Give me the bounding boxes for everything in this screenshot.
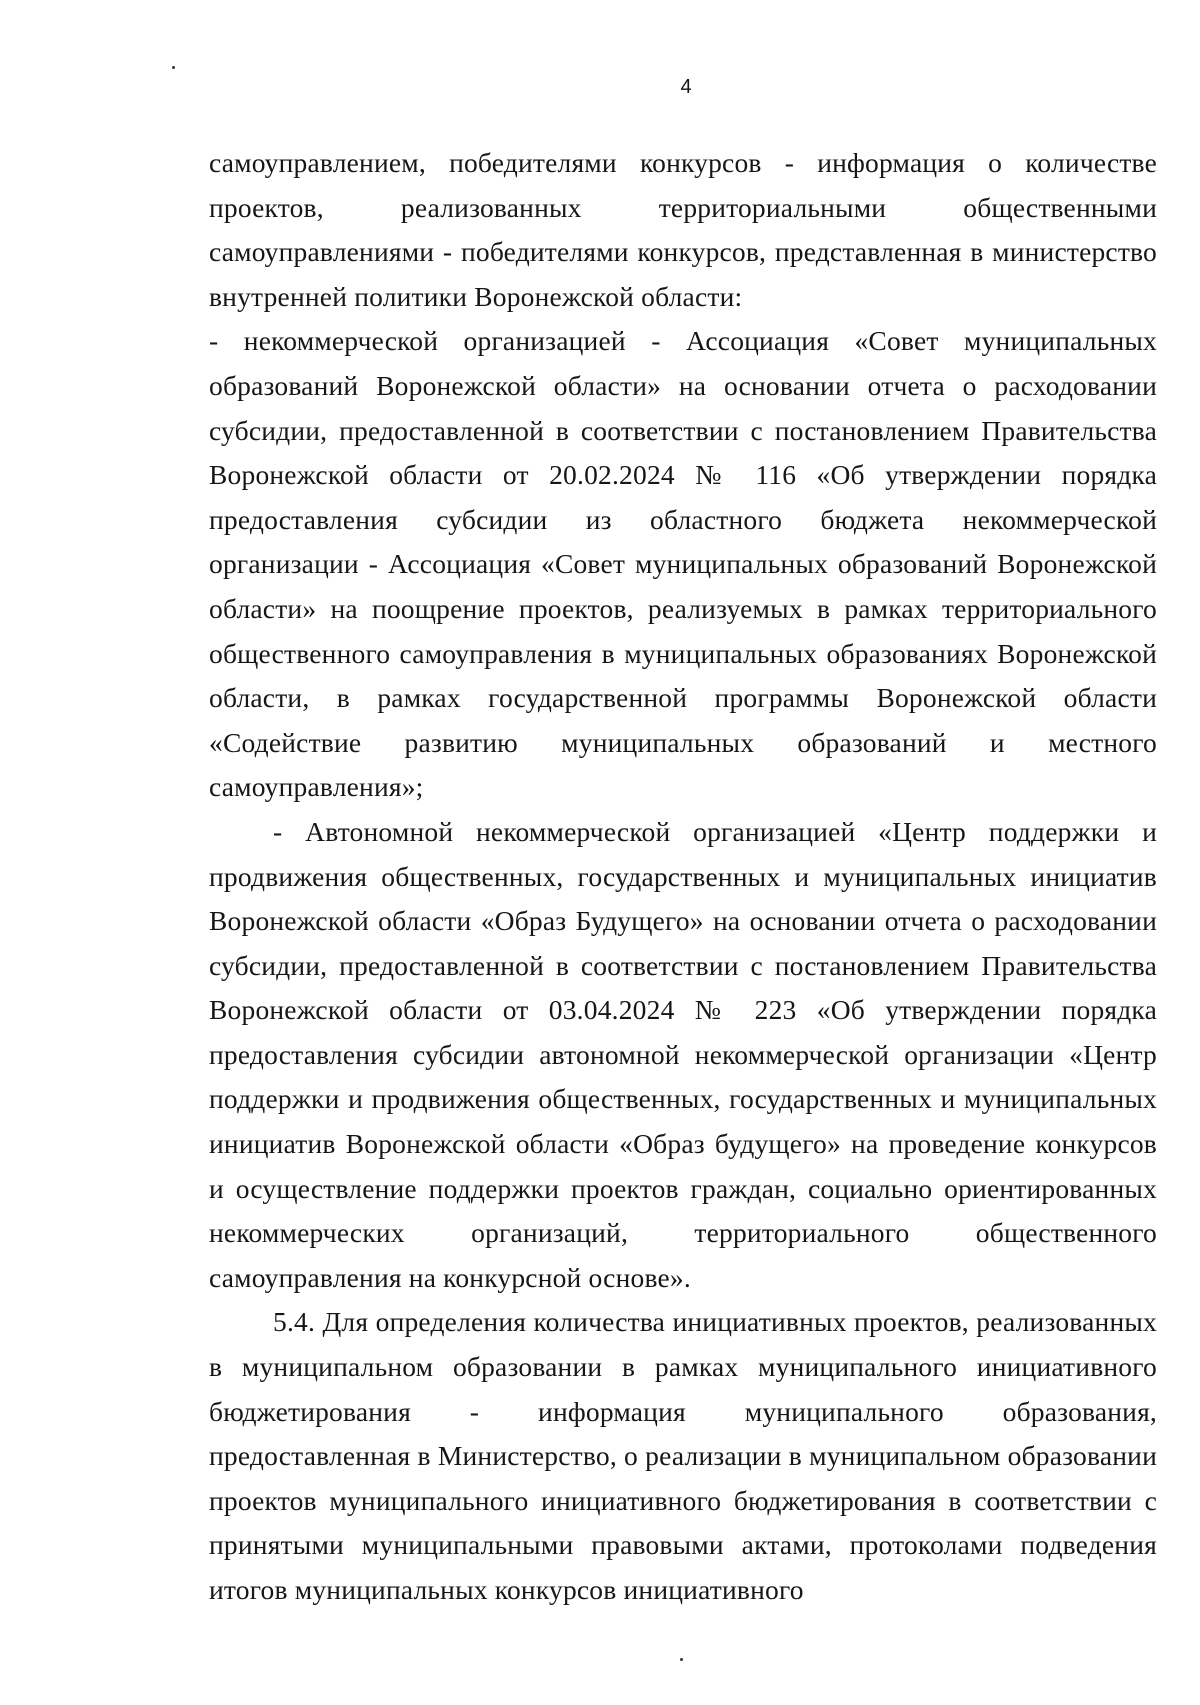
paragraph-1: самоуправлением, победителями конкурсов - информация о количестве проектов, реализованных территориальными общественными самоуправлениями - победителями конкурсов, представленная в министерство внутренней политики Воронежской области: [209,147,1157,312]
paragraph-4: 5.4. Для определения количества инициативных проектов, реализованных в муниципальном образовании в рамках муниципального инициативного бюджетирования - информация муниципального образования, предоставленная в Министерство, о реализации в муниципальном образовании проектов муниципального инициативного бюджетирования в соответствии с принятыми муниципальными правовыми актами, протоколами подведения итогов муниципальных конкурсов инициативного [209,1306,1157,1605]
paragraph-2: - некоммерческой организацией - Ассоциация «Совет муниципальных образований Воронежской области» на основании отчета о расходовании субсидии, предоставленной в соответствии с постановлением Правительства Воронежской области от 20.02.2024 № 116 «Об утверждении порядка предоставления субсидии из областного бюджета некоммерческой организации - Ассоциация «Совет муниципальных образований Воронежской области» на поощрение проектов, реализуемых в рамках территориального общественного самоуправления в муниципальных образованиях Воронежской области, в рамках государственной программы Воронежской области «Содействие развитию муниципальных образований и местного самоуправления»; [209,325,1157,803]
scan-speck [680,1658,683,1661]
page-number: 4 [680,76,692,98]
paragraph-3: - Автономной некоммерческой организацией «Центр поддержки и продвижения общественных, государственных и муниципальных инициатив Воронежской области «Образ Будущего» на основании отчета о расходовании субсидии, предоставленной в соответствии с постановлением Правительства Воронежской области от 03.04.2024 № 223 «Об утверждении порядка предоставления субсидии автономной некоммерческой организации «Центр поддержки и продвижения общественных, государственных и муниципальных инициатив Воронежской области «Образ будущего» на проведение конкурсов и осуществление поддержки проектов граждан, социально ориентированных некоммерческих организаций, территориального общественного самоуправления на конкурсной основе». [209,815,1157,1293]
scan-speck [172,66,175,69]
document-body [209,141,1157,1613]
